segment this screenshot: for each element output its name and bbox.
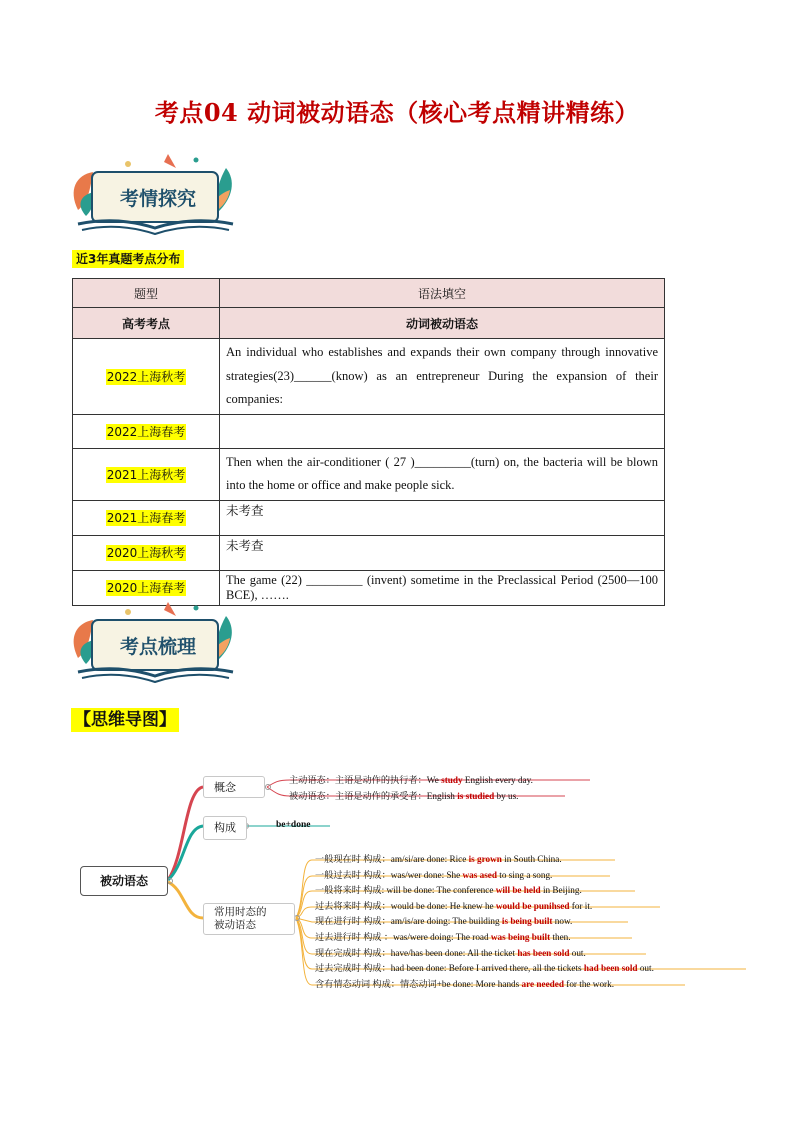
banner-label: 考点梳理	[119, 636, 196, 658]
structure-value: be+done	[276, 820, 311, 830]
section-banner-key-points	[68, 598, 243, 684]
year-cell	[73, 500, 220, 535]
table-row	[73, 535, 665, 570]
year-cell	[73, 414, 220, 448]
concept-leaf: 被动语态：主语是动作的承受者：English is studied by us.	[289, 791, 519, 801]
year-label: 2022上海秋考	[106, 369, 186, 384]
tense-leaf: 过去完成时 构成：had been done: Before I arrived there, all the tickets had been sold out.	[315, 963, 654, 973]
tenses-label-line1: 常用时态的	[214, 906, 267, 918]
year-cell	[73, 448, 220, 500]
mindmap-concept-node: 概念	[203, 776, 265, 798]
distribution-subhead: 近3年真题考点分布	[72, 250, 184, 268]
banner-label: 考情探究	[119, 188, 196, 210]
year-label: 2022上海春考	[106, 424, 186, 439]
table-row	[73, 339, 665, 415]
section-banner-exam-analysis	[68, 150, 243, 236]
year-label: 2020上海春考	[106, 581, 186, 595]
page-title: 考点04 动词被动语态（核心考点精讲精练）	[154, 98, 640, 127]
table-row	[73, 414, 665, 448]
tense-leaf: 过去将来时 构成：would be done: He knew he would be punihsed for it.	[315, 901, 593, 911]
table-header-cell: 语法填空	[220, 279, 665, 308]
concept-leaf: 主动语态：主语是动作的执行者：We study English every day.	[289, 775, 533, 785]
question-cell: An individual who establishes and expands their own company through innovative strategies(23)______(know) as an entrepreneur During the expansion of their companies:	[220, 339, 665, 415]
table-header-cell: 动词被动语态	[220, 308, 665, 339]
table-header-cell: 题型	[73, 279, 220, 308]
table-header-row	[73, 279, 665, 308]
mindmap-heading: 【思维导图】	[71, 708, 179, 732]
tense-leaf: 现在完成时 构成：have/has been done: All the ticket has been sold out.	[315, 948, 586, 958]
question-cell: The game (22) _________ (invent) sometime in the Preclassical Period (2500—100 BCE), …….	[220, 570, 665, 605]
year-cell	[73, 339, 220, 415]
tense-leaf: 一般将来时 构成: will be done: The conference will be held in Beijing.	[315, 885, 582, 895]
tense-leaf: 现在进行时 构成：am/is/are doing: The building is being built now.	[315, 916, 573, 926]
year-label: 2020上海秋考	[106, 546, 186, 560]
exam-distribution-table	[72, 278, 665, 606]
mindmap-tenses-node	[203, 903, 295, 935]
question-cell: Then when the air-conditioner ( 27 )_________(turn) on, the bacteria will be blown into the home or office and make people sick.	[220, 448, 665, 500]
question-cell: 未考查	[220, 500, 665, 535]
question-cell	[220, 414, 665, 448]
question-cell: 未考查	[220, 535, 665, 570]
mindmap-root-node: 被动语态	[80, 866, 168, 896]
tense-leaf: 含有情态动词 构成：情态动词+be done: More hands are needed for the work.	[315, 979, 614, 989]
mindmap-structure-node: 构成	[203, 816, 247, 840]
year-label: 2021上海春考	[106, 511, 186, 525]
table-header-row	[73, 308, 665, 339]
table-row	[73, 500, 665, 535]
tense-leaf: 一般现在时 构成：am/si/are done: Rice is grown in South China.	[315, 854, 562, 864]
tenses-label-line2: 被动语态	[214, 919, 256, 931]
table-header-cell: 高考考点	[73, 308, 220, 339]
table-row	[73, 448, 665, 500]
tense-leaf: 一般过去时 构成：was/wer done: She was ased to sing a song.	[315, 870, 553, 880]
year-label: 2021上海秋考	[106, 467, 186, 482]
tense-leaf: 过去进行时 构成 ：was/were doing: The road was being built then.	[315, 932, 571, 942]
year-cell	[73, 535, 220, 570]
